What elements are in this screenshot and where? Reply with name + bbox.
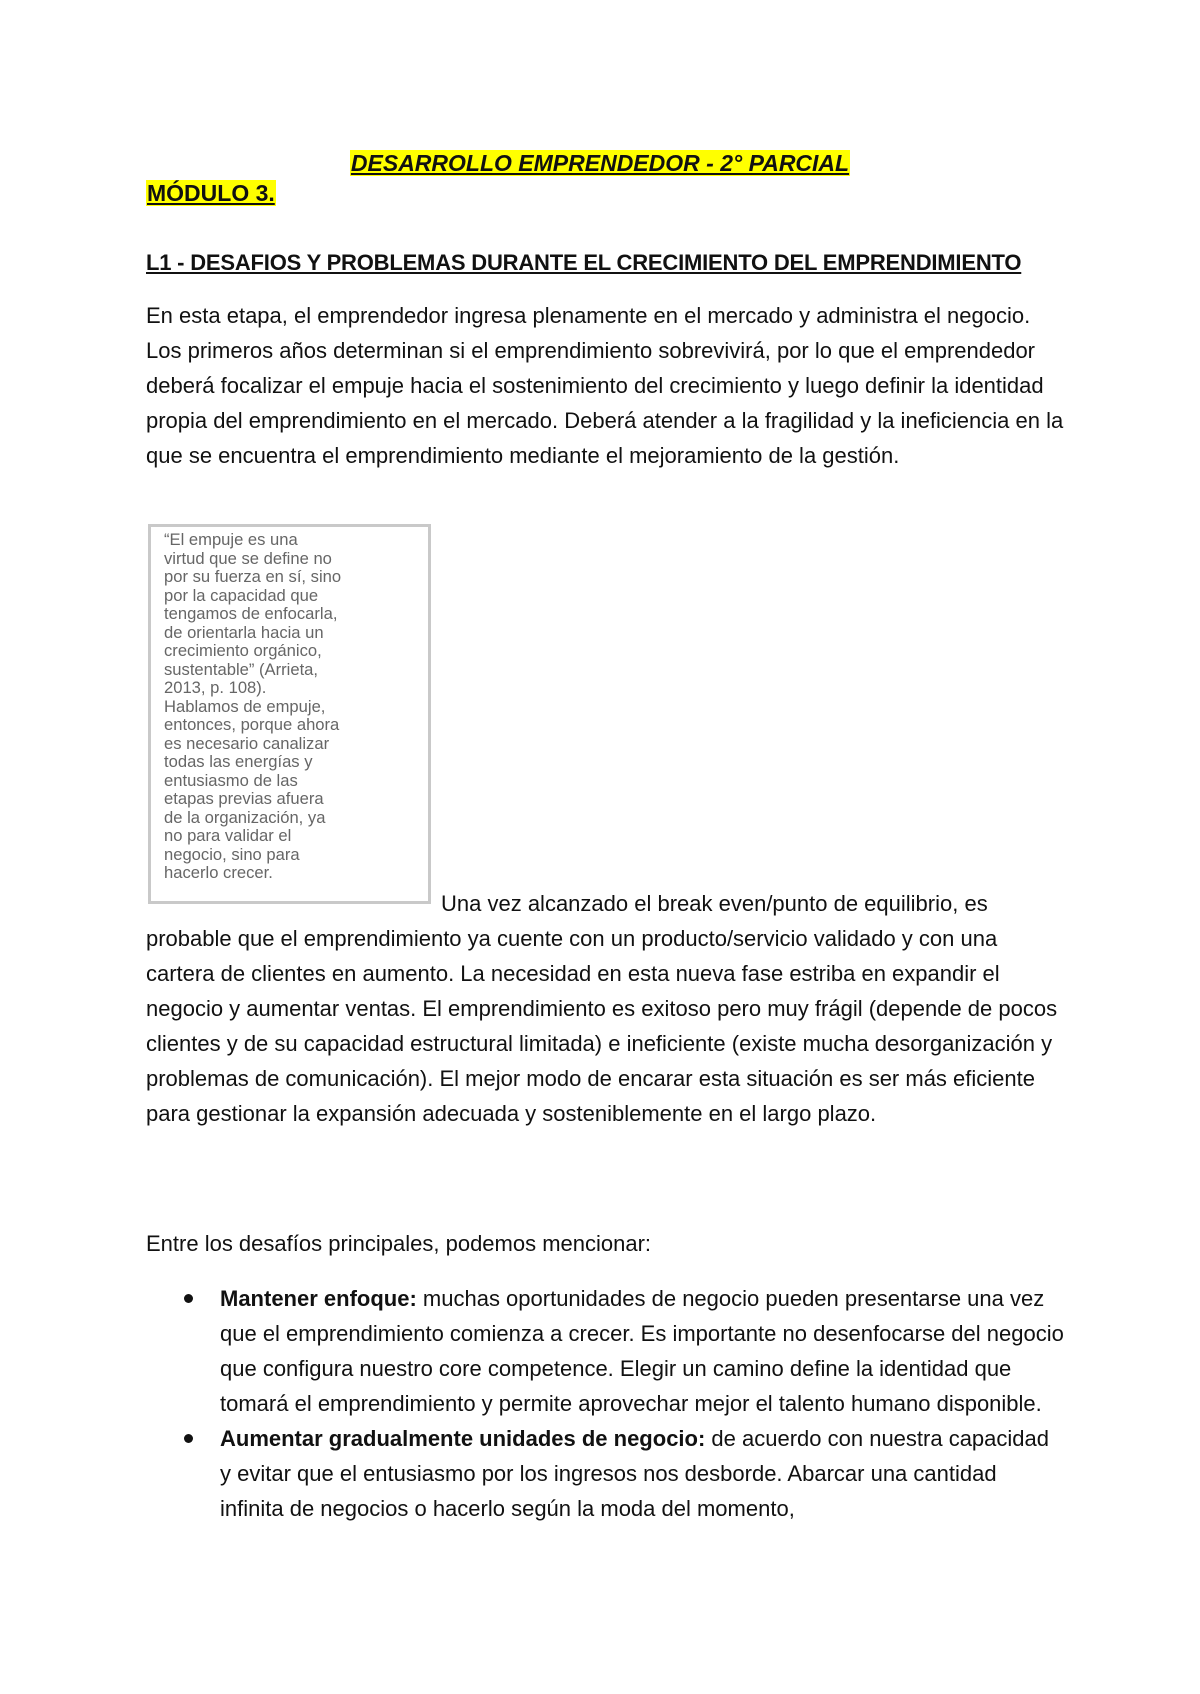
bullet-icon: [184, 1434, 193, 1443]
after-quote-paragraph: probable que el emprendimiento ya cuente con un producto/servicio validado y con una cartera de clientes en aumento. La necesidad en esta nueva fase estriba en expandir el negocio y aumentar ventas. El emprendimiento es exitoso pero muy frágil (depende de pocos clientes y de su capacidad estructural limitada) e ineficiente (existe mucha desorganización y problemas de comunicación). El mejor modo de encarar esta situación es ser más eficiente para gestionar la expansión adecuada y sosteniblemente en el largo plazo.: [146, 926, 1058, 1126]
challenges-intro: Entre los desafíos principales, podemos mencionar:: [146, 1231, 652, 1256]
module-heading: [146, 178, 276, 208]
after-quote-first-line: Una vez alcanzado el break even/punto de equilibrio, es: [441, 891, 988, 916]
lesson-heading: L1 - DESAFIOS Y PROBLEMAS DURANTE EL CRECIMIENTO DEL EMPRENDIMIENTO: [146, 250, 1022, 275]
list-item: [146, 1281, 1066, 1421]
document-title: [0, 148, 1200, 178]
bullet-text: de acuerdo con nuestra capacidad y evitar que el entusiasmo por los ingresos nos desborde. Abarcar una cantidad infinita de negocios o hacerlo según la moda del momento,: [220, 1426, 1049, 1521]
bullet-icon: [184, 1294, 193, 1303]
bullet-term: Mantener enfoque:: [220, 1286, 417, 1311]
bullet-text: muchas oportunidades de negocio pueden presentarse una vez que el emprendimiento comienza a crecer. Es importante no desenfocarse del negocio que configura nuestro core competence. Elegir un camino define la identidad que tomará el emprendimiento y permite aprovechar mejor el talento humano disponible.: [220, 1286, 1064, 1416]
quote-image: “El empuje es una virtud que se define no por su fuerza en sí, sino por la capacidad que tengamos de enfocarla, de orientarla hacia un crecimiento orgánico, sustentable” (Arrieta, 2013, p. 108). Hablamos de empuje, entonces, porque ahora es necesario canalizar todas las energías y entusiasmo de las etapas previas afuera de la organización, ya no para validar el negocio, sino para hacerlo crecer.: [148, 524, 431, 904]
list-item: [146, 1421, 1066, 1526]
module-heading-text: MÓDULO 3.: [147, 180, 275, 206]
intro-paragraph: En esta etapa, el emprendedor ingresa plenamente en el mercado y administra el negocio. Los primeros años determinan si el emprendimiento sobrevivirá, por lo que el emprendedor deberá focalizar el empuje hacia el sostenimiento del crecimiento y luego definir la identidad propia del emprendimiento en el mercado. Deberá atender a la fragilidad y la ineficiencia en la que se encuentra el emprendimiento mediante el mejoramiento de la gestión.: [146, 303, 1064, 468]
challenges-list: [146, 1281, 1066, 1526]
document-title-text: DESARROLLO EMPRENDEDOR - 2° PARCIAL: [350, 150, 850, 176]
bullet-term: Aumentar gradualmente unidades de negocio:: [220, 1426, 706, 1451]
